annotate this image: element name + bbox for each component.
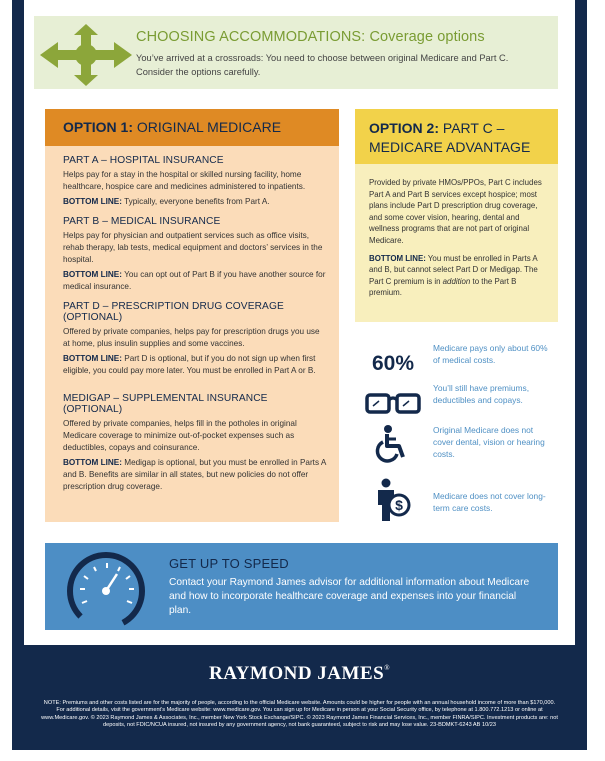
- option-1-body: [45, 146, 327, 493]
- part-a-text: Helps pay for a stay in the hospital or skilled nursing facility, home healthcare, hospice care and medicines administered to inpatients.: [63, 170, 306, 191]
- medigap-text: Offered by private companies, helps fill in the potholes in original Medicare coverage to minimize out-of-pocket expenses such as deductibles, copays and coinsurance.: [63, 419, 297, 452]
- speed-title: GET UP TO SPEED: [169, 556, 289, 571]
- eyeglasses-icon: [362, 382, 424, 426]
- fact-dental-vision: [358, 424, 558, 474]
- part-a-heading: PART A – HOSPITAL INSURANCE: [63, 155, 224, 166]
- medigap-bottom-line: BOTTOM LINE: Medigap is optional, but you must be enrolled in Parts A and B. Benefits are similar in all states, but new policies do not offer prescription drug coverage.: [63, 458, 326, 491]
- fact-text: Medicare pays only about 60% of medical costs.: [433, 343, 548, 365]
- four-way-arrows-icon: [38, 24, 134, 86]
- header-subtitle: You’ve arrived at a crossroads: You need to choose between original Medicare and Part C. Consider the options carefully.: [136, 53, 509, 77]
- part-b-heading: PART B – MEDICAL INSURANCE: [63, 216, 221, 227]
- raymond-james-logo: RAYMOND JAMES®: [208, 663, 391, 684]
- footer-disclaimer: NOTE: Premiums and other costs listed are for the majority of people, according to the official Medicare website. Amounts could be higher for people with an annual household income of more than $170,000. For additional details, visit the government’s Medicare website: www.medicare.gov. You can sign up for Medicare in person at your Social Security office, by telephone at 1.800.772.1213 or online at www.Medicare.gov. © 2023 Raymond James & Associates, Inc., member New York Stock Exchange/SIPC. © 2023 Raymond James Financial Services, Inc., member FINRA/SIPC. Investment products are: not deposits, not FDIC/NCUA insured, not insured by any government agency, not bank guaranteed, subject to risk and may lose value. 23-BDMKT-6243 AB 10/23: [41, 700, 558, 728]
- option-1-panel: [45, 109, 339, 522]
- coverage-options-header: [34, 16, 558, 89]
- percent-figure: 60%: [371, 352, 415, 375]
- part-d-text: Offered by private companies, helps pay for prescription drugs you use at home, plus insulin supplies and some vaccines.: [63, 327, 320, 348]
- speedometer-icon: [65, 549, 147, 629]
- option-2-bottom-line: BOTTOM LINE: You must be enrolled in Parts A and B, but cannot select Part D or Medigap. The Part C premium is in addition to the Part B premium.: [369, 253, 538, 298]
- speed-text: Contact your Raymond James advisor for additional information about Medicare and how to incorporate healthcare coverage and expenses into your financial plan.: [169, 577, 530, 616]
- part-a-bottom-line: BOTTOM LINE: Typically, everyone benefits from Part A.: [63, 197, 270, 206]
- wheelchair-icon: [362, 424, 424, 464]
- person-dollar-icon: [362, 478, 424, 522]
- medigap-heading: MEDIGAP – SUPPLEMENTAL INSURANCE (OPTIONAL): [63, 393, 268, 415]
- fact-text: Original Medicare does not cover dental, vision or hearing costs.: [433, 425, 545, 459]
- option-2-title: OPTION 2: PART C – MEDICARE ADVANTAGE: [355, 109, 558, 164]
- part-d-heading: PART D – PRESCRIPTION DRUG COVERAGE (OPTIONAL): [63, 301, 284, 323]
- option-2-panel: [355, 109, 558, 322]
- option-2-text: Provided by private HMOs/PPOs, Part C includes Part A and Part B services except hospice; most plans include Part D prescription drug coverage, and some cover vision, hearing, dental and wellness programs that are not part of original Medicare.: [369, 178, 542, 245]
- part-b-text: Helps pay for physician and outpatient services such as office visits, rehab therapy, lab tests, medical equipment and doctors’ services in the hospital.: [63, 231, 323, 264]
- fact-long-term-care: [358, 482, 558, 532]
- footer: [12, 645, 587, 750]
- svg-text:$: $: [395, 497, 403, 513]
- fact-text: Medicare does not cover long-term care costs.: [433, 491, 546, 513]
- part-b-bottom-line: BOTTOM LINE: You can opt out of Part B if you have another source for medical insurance.: [63, 270, 326, 291]
- option-1-title: OPTION 1: ORIGINAL MEDICARE: [45, 109, 339, 146]
- option-2-body: [355, 164, 551, 299]
- header-title: CHOOSING ACCOMMODATIONS: Coverage options: [136, 29, 485, 45]
- get-up-to-speed-banner: [45, 543, 558, 630]
- fact-text: You’ll still have premiums, deductibles and copays.: [433, 383, 530, 405]
- part-d-bottom-line: BOTTOM LINE: Part D is optional, but if you do not sign up when first eligible, you could pay more later. You must be enrolled in Part A or B.: [63, 354, 316, 375]
